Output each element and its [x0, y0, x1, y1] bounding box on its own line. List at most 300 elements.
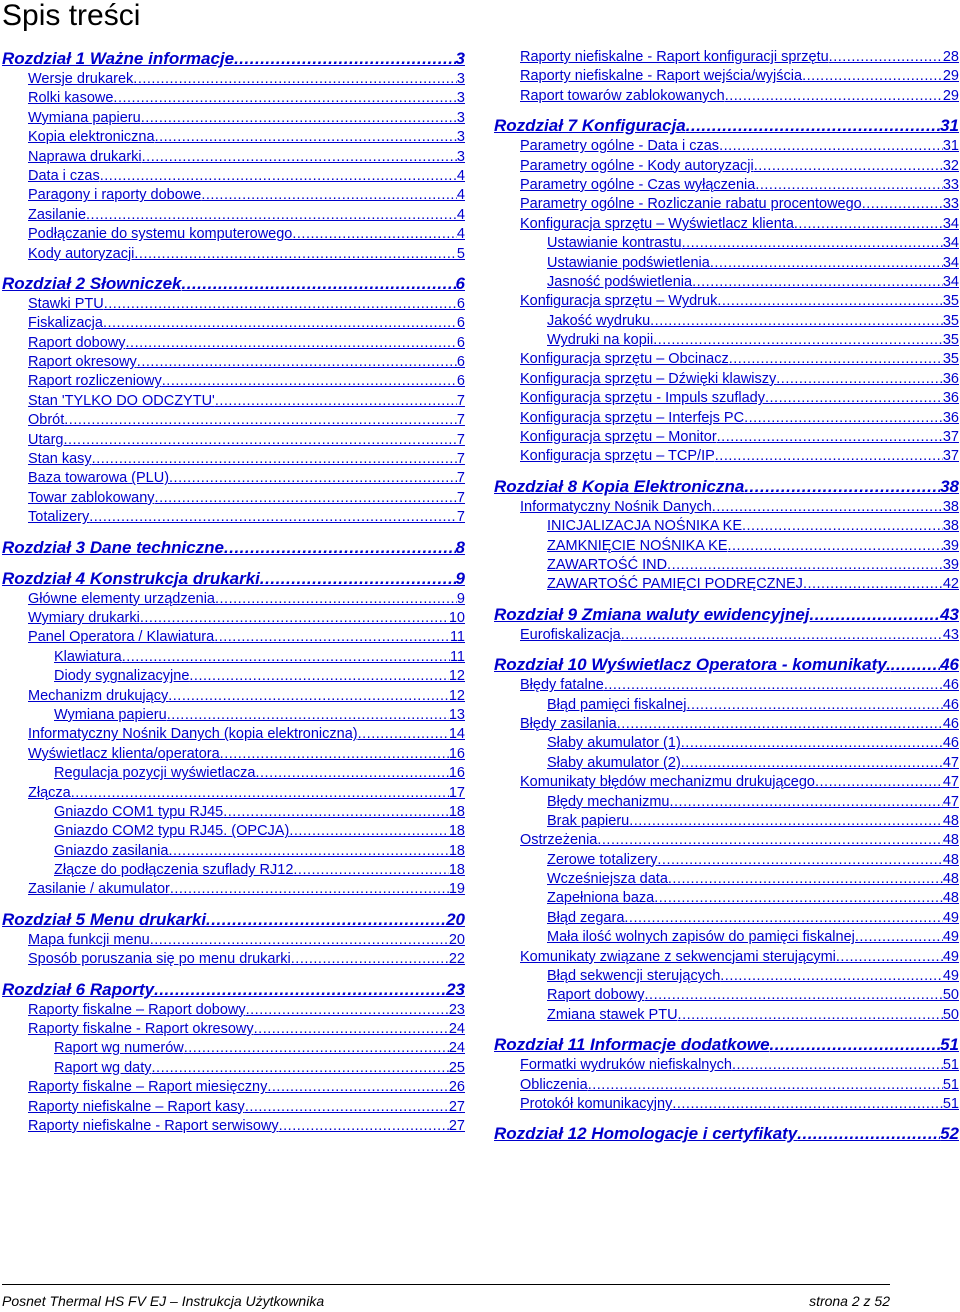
toc-entry-title: Ustawianie podświetlenia: [547, 254, 710, 271]
toc-entry-title: Komunikaty błędów mechanizmu drukującego: [520, 774, 815, 791]
toc-entry-title: Wcześniejsza data: [547, 871, 668, 888]
toc-chapter-link[interactable]: [2, 568, 465, 590]
toc-page-number: 51: [942, 1095, 959, 1112]
toc-entry-title: Parametry ogólne - Czas wyłączenia: [520, 176, 756, 193]
toc-section-link[interactable]: [2, 725, 465, 744]
toc-section-link[interactable]: [2, 880, 465, 899]
toc-chapter-link[interactable]: [2, 909, 465, 931]
toc-page-number: 17: [448, 784, 465, 801]
toc-section-link[interactable]: [2, 431, 465, 450]
toc-page-number: 46: [940, 655, 959, 675]
toc-section-link[interactable]: [2, 628, 465, 647]
toc-section-link[interactable]: [494, 1095, 959, 1114]
toc-dot-leader: [717, 428, 943, 447]
toc-section-link[interactable]: [2, 89, 465, 108]
toc-chapter-link[interactable]: [494, 115, 959, 137]
toc-section-link[interactable]: [494, 67, 959, 86]
toc-entry-title: ZAWARTOŚĆ PAMIĘCI PODRĘCZNEJ: [547, 576, 803, 593]
toc-entry-title: Konfiguracja sprzętu – TCP/IP: [520, 448, 715, 465]
toc-dot-leader: [686, 696, 942, 715]
toc-subsection-link[interactable]: [494, 312, 959, 331]
toc-section-link[interactable]: [2, 411, 465, 430]
toc-entry-title: INICJALIZACJA NOŚNIKA KE: [547, 518, 742, 535]
toc-section-link[interactable]: [2, 70, 465, 89]
toc-section-link[interactable]: [2, 372, 465, 391]
toc-section-link[interactable]: [494, 831, 959, 850]
toc-dot-leader: [292, 225, 457, 244]
toc-entry-title: Gniazdo COM1 typu RJ45: [54, 803, 224, 820]
toc-page-number: 18: [448, 862, 465, 879]
toc-page-number: 19: [448, 881, 465, 898]
toc-dot-leader: [653, 331, 943, 350]
toc-section-link[interactable]: [2, 1117, 465, 1136]
toc-subsection-link[interactable]: [494, 889, 959, 908]
toc-subsection-link[interactable]: [494, 870, 959, 889]
toc-subsection-link[interactable]: [2, 1039, 465, 1058]
toc-entry-title: Brak papieru: [547, 812, 630, 829]
toc-section-link[interactable]: [2, 314, 465, 333]
toc-entry-title: Raporty niefiskalne - Raport konfiguracji sprzętu: [520, 49, 829, 65]
toc-section-link[interactable]: [2, 931, 465, 950]
toc-dot-leader: [234, 48, 455, 70]
toc-entry-title: Wydruki na kopii: [547, 332, 654, 349]
toc-subsection-link[interactable]: [494, 517, 959, 536]
toc-page-number: 4: [456, 167, 465, 184]
toc-entry-title: Raporty fiskalne – Raport miesięczny: [28, 1079, 268, 1096]
toc-dot-leader: [624, 909, 942, 928]
toc-entry-title: Towar zablokowany: [28, 489, 155, 506]
toc-section-link[interactable]: [494, 1076, 959, 1095]
toc-chapter-link[interactable]: [494, 476, 959, 498]
toc-section-link[interactable]: [2, 687, 465, 706]
toc-section-link[interactable]: [2, 1020, 465, 1039]
toc-entry-title: Sposób poruszania się po menu drukarki: [28, 951, 291, 968]
toc-section-link[interactable]: [494, 137, 959, 156]
toc-page-number: 51: [940, 1035, 959, 1055]
toc-dot-leader: [104, 295, 457, 314]
toc-section-link[interactable]: [2, 128, 465, 147]
toc-subsection-link[interactable]: [2, 764, 465, 783]
toc-dot-leader: [729, 350, 943, 369]
toc-page-number: 27: [448, 1098, 465, 1115]
toc-page-number: 32: [942, 157, 959, 174]
toc-subsection-link[interactable]: [2, 667, 465, 686]
toc-section-link[interactable]: [494, 292, 959, 311]
toc-dot-leader: [141, 109, 457, 128]
toc-subsection-link[interactable]: [494, 1006, 959, 1025]
toc-dot-leader: [728, 537, 943, 556]
toc-entry-title: Fiskalizacja: [28, 315, 103, 332]
toc-section-link[interactable]: [2, 206, 465, 225]
toc-dot-leader: [189, 667, 448, 686]
toc-page-number: 35: [942, 332, 959, 349]
toc-entry-title: Rozdział 3 Dane techniczne: [2, 537, 224, 557]
toc-subsection-link[interactable]: [494, 273, 959, 292]
toc-page-number: 3: [456, 148, 465, 165]
toc-page-number: 37: [942, 429, 959, 446]
toc-entry-title: Konfiguracja sprzętu – Dźwięki klawiszy: [520, 370, 777, 387]
chapter-spacer: [494, 645, 959, 654]
toc-entry-title: Raport towarów zablokowanych: [520, 87, 725, 104]
toc-section-link[interactable]: [494, 409, 959, 428]
toc-entry-title: Słaby akumulator (1): [547, 735, 681, 752]
toc-entry-title: Raport okresowy: [28, 354, 137, 371]
toc-section-link[interactable]: [2, 148, 465, 167]
toc-dot-leader: [92, 450, 457, 469]
toc-section-link[interactable]: [494, 195, 959, 214]
toc-dot-leader: [862, 195, 943, 214]
toc-subsection-link[interactable]: [494, 986, 959, 1005]
toc-page-number: 37: [942, 448, 959, 465]
toc-section-link[interactable]: [2, 1078, 465, 1097]
toc-entry-title: Konfiguracja sprzętu – Wyświetlacz klienta: [520, 215, 794, 232]
toc-dot-leader: [245, 1098, 449, 1117]
toc-dot-leader: [289, 822, 449, 841]
toc-entry-title: Złącze do podłączenia szuflady RJ12: [54, 862, 294, 879]
toc-entry-title: Rozdział 7 Konfiguracja: [494, 116, 686, 136]
toc-entry-title: Słaby akumulator (2): [547, 754, 681, 771]
toc-subsection-link[interactable]: [494, 967, 959, 986]
toc-page-number: 39: [942, 556, 959, 573]
toc-section-link[interactable]: [2, 167, 465, 186]
toc-page-number: 11: [449, 629, 465, 646]
toc-chapter-link[interactable]: [494, 1123, 959, 1145]
toc-entry-title: Obliczenia: [520, 1076, 588, 1093]
toc-page-number: 23: [448, 1001, 465, 1018]
toc-section-link[interactable]: [2, 590, 465, 609]
toc-page-number: 48: [942, 812, 959, 829]
toc-entry-title: Naprawa drukarki: [28, 148, 142, 165]
toc-page-number: 38: [940, 476, 959, 496]
toc-chapter-link[interactable]: [2, 273, 465, 295]
toc-section-link[interactable]: [2, 353, 465, 372]
toc-section-link[interactable]: [2, 784, 465, 803]
toc-section-link[interactable]: [2, 609, 465, 628]
toc-entry-title: Totalizery: [28, 509, 90, 526]
toc-dot-leader: [681, 754, 943, 773]
toc-chapter-link[interactable]: [2, 48, 465, 70]
toc-entry-title: Informatyczny Nośnik Danych (kopia elektroniczna): [28, 726, 358, 743]
toc-entry-title: Kody autoryzacji: [28, 245, 135, 262]
toc-subsection-link[interactable]: [2, 706, 465, 725]
toc-page-number: 25: [448, 1059, 465, 1076]
toc-page-number: 49: [942, 929, 959, 946]
toc-entry-title: Wymiana papieru: [54, 706, 167, 723]
toc-page-number: 39: [942, 537, 959, 554]
toc-entry-title: Zasilanie: [28, 206, 87, 223]
toc-entry-title: Konfiguracja sprzętu – Interfejs PC: [520, 409, 745, 426]
toc-entry-title: Mała ilość wolnych zapisów do pamięci fiskalnej: [547, 929, 855, 946]
toc-page-number: 16: [448, 745, 465, 762]
toc-dot-leader: [260, 568, 456, 590]
toc-page-number: 24: [448, 1040, 465, 1057]
toc-dot-leader: [654, 889, 943, 908]
toc-page-number: 28: [942, 49, 959, 65]
toc-page-number: 47: [942, 774, 959, 791]
toc-dot-leader: [167, 706, 449, 725]
toc-chapter-link[interactable]: [2, 537, 465, 559]
toc-subsection-link[interactable]: [494, 556, 959, 575]
toc-entry-title: Parametry ogólne - Data i czas: [520, 138, 720, 155]
toc-section-link[interactable]: [494, 87, 959, 106]
toc-section-link[interactable]: [2, 186, 465, 205]
toc-subsection-link[interactable]: [2, 842, 465, 861]
toc-entry-title: Baza towarowa (PLU): [28, 470, 170, 487]
toc-subsection-link[interactable]: [2, 803, 465, 822]
toc-page-number: 4: [456, 206, 465, 223]
toc-entry-title: Mechanizm drukujący: [28, 687, 169, 704]
toc-page-number: 22: [448, 951, 465, 968]
toc-subsection-link[interactable]: [494, 234, 959, 253]
toc-subsection-link[interactable]: [494, 254, 959, 273]
toc-entry-title: Raport wg daty: [54, 1059, 152, 1076]
toc-page-number: 38: [942, 498, 959, 515]
toc-page-number: 8: [455, 537, 465, 557]
toc-page-number: 3: [456, 71, 465, 87]
toc-entry-title: Diody sygnalizacyjne: [54, 668, 190, 685]
toc-left-column: [2, 48, 465, 1136]
toc-section-link[interactable]: [2, 745, 465, 764]
toc-dot-leader: [155, 489, 457, 508]
toc-section-link[interactable]: [2, 450, 465, 469]
toc-entry-title: Protokół komunikacyjny: [520, 1095, 673, 1112]
toc-page-number: 49: [942, 909, 959, 926]
toc-page-number: 6: [455, 273, 465, 293]
toc-section-link[interactable]: [2, 392, 465, 411]
toc-page-number: 36: [942, 409, 959, 426]
toc-dot-leader: [645, 986, 943, 1005]
toc-section-link[interactable]: [2, 469, 465, 488]
toc-page-number: 46: [942, 696, 959, 713]
toc-section-link[interactable]: [494, 428, 959, 447]
chapter-spacer: [494, 1114, 959, 1123]
toc-page-number: 33: [942, 196, 959, 213]
toc-section-link[interactable]: [494, 715, 959, 734]
toc-dot-leader: [667, 556, 943, 575]
toc-page-number: 51: [942, 1057, 959, 1074]
toc-page-number: 20: [446, 909, 465, 929]
toc-entry-title: Kopia elektroniczna: [28, 129, 155, 146]
toc-entry-title: Podłączanie do systemu komputerowego: [28, 226, 293, 243]
toc-dot-leader: [617, 715, 943, 734]
toc-page-number: 50: [942, 1006, 959, 1023]
toc-chapter-link[interactable]: [494, 654, 959, 676]
toc-dot-leader: [168, 687, 449, 706]
toc-dot-leader: [720, 967, 943, 986]
toc-dot-leader: [776, 370, 943, 389]
toc-entry-title: Gniazdo COM2 typu RJ45. (OPCJA): [54, 823, 290, 840]
toc-entry-title: Raport wg numerów: [54, 1040, 184, 1057]
toc-chapter-link[interactable]: [494, 604, 959, 626]
toc-entry-title: Panel Operatora / Klawiatura: [28, 629, 215, 646]
toc-page-number: 24: [448, 1021, 465, 1038]
toc-entry-title: Rozdział 9 Zmiana waluty ewidencyjnej: [494, 604, 810, 624]
toc-entry-title: Rozdział 6 Raporty: [2, 979, 155, 999]
toc-dot-leader: [797, 1123, 940, 1145]
toc-entry-title: Zerowe totalizery: [547, 851, 658, 868]
toc-section-link[interactable]: [2, 508, 465, 527]
toc-page-number: 46: [942, 735, 959, 752]
toc-section-link[interactable]: [494, 773, 959, 792]
toc-dot-leader: [682, 234, 943, 253]
toc-entry-title: Raporty fiskalne - Raport okresowy: [28, 1021, 254, 1038]
toc-dot-leader: [621, 626, 943, 645]
toc-section-link[interactable]: [494, 676, 959, 695]
toc-page-number: 4: [456, 226, 465, 243]
toc-dot-leader: [206, 909, 446, 931]
footer-page-number: strona 2 z 52: [809, 1293, 890, 1309]
toc-dot-leader: [668, 870, 943, 889]
toc-subsection-link[interactable]: [494, 537, 959, 556]
toc-entry-title: Stawki PTU: [28, 295, 104, 312]
toc-page-number: 48: [942, 851, 959, 868]
toc-dot-leader: [657, 851, 942, 870]
toc-entry-title: Konfiguracja sprzętu – Monitor: [520, 429, 717, 446]
toc-page-number: 7: [456, 392, 465, 409]
toc-section-link[interactable]: [2, 1098, 465, 1117]
toc-page-number: 7: [456, 470, 465, 487]
toc-dot-leader: [133, 70, 457, 89]
toc-page-number: 7: [456, 509, 465, 526]
toc-dot-leader: [122, 648, 450, 667]
toc-entry-title: Ostrzeżenia: [520, 832, 598, 849]
toc-dot-leader: [732, 1056, 943, 1075]
toc-section-link[interactable]: [2, 225, 465, 244]
toc-section-link[interactable]: [494, 626, 959, 645]
toc-section-link[interactable]: [494, 948, 959, 967]
toc-dot-leader: [742, 517, 943, 536]
toc-dot-leader: [717, 292, 943, 311]
toc-page-number: 3: [456, 129, 465, 146]
toc-entry-title: Raport dobowy: [28, 334, 126, 351]
toc-page-number: 6: [456, 295, 465, 312]
toc-page-number: 52: [940, 1124, 959, 1144]
toc-section-link[interactable]: [494, 176, 959, 195]
toc-subsection-link[interactable]: [494, 734, 959, 753]
toc-entry-title: Gniazdo zasilania: [54, 842, 169, 859]
toc-entry-title: Stan 'TYLKO DO ODCZYTU': [28, 392, 215, 409]
toc-section-link[interactable]: [494, 498, 959, 517]
toc-chapter-link[interactable]: [494, 1034, 959, 1056]
toc-entry-title: Rozdział 4 Konstrukcja drukarki: [2, 568, 260, 588]
toc-subsection-link[interactable]: [494, 928, 959, 947]
toc-section-link[interactable]: [2, 334, 465, 353]
toc-page-number: 3: [455, 49, 465, 68]
toc-entry-title: Rozdział 11 Informacje dodatkowe: [494, 1035, 770, 1055]
toc-entry-title: Zasilanie / akumulator: [28, 881, 170, 898]
toc-section-link[interactable]: [2, 950, 465, 969]
toc-section-link[interactable]: [494, 215, 959, 234]
toc-page-number: 20: [448, 931, 465, 948]
toc-subsection-link[interactable]: [494, 331, 959, 350]
toc-dot-leader: [201, 186, 457, 205]
toc-dot-leader: [254, 1020, 449, 1039]
toc-entry-title: Rozdział 5 Menu drukarki: [2, 909, 207, 929]
toc-entry-title: Parametry ogólne - Kody autoryzacji: [520, 157, 754, 174]
toc-subsection-link[interactable]: [494, 754, 959, 773]
toc-section-link[interactable]: [494, 48, 959, 67]
toc-section-link[interactable]: [2, 109, 465, 128]
toc-section-link[interactable]: [494, 447, 959, 466]
toc-entry-title: Data i czas: [28, 167, 100, 184]
toc-page-number: 7: [456, 431, 465, 448]
toc-page-number: 47: [942, 754, 959, 771]
footer-document-title: Posnet Thermal HS FV EJ – Instrukcja Użytkownika: [2, 1293, 325, 1309]
toc-entry-title: Wyświetlacz klienta/operatora: [28, 745, 220, 762]
toc-entry-title: ZAMKNIĘCIE NOŚNIKA KE: [547, 537, 728, 554]
toc-subsection-link[interactable]: [2, 648, 465, 667]
page-title: Spis treści: [2, 0, 141, 32]
toc-dot-leader: [279, 1117, 449, 1136]
toc-page-number: 7: [456, 412, 465, 429]
toc-subsection-link[interactable]: [494, 909, 959, 928]
toc-dot-leader: [100, 167, 457, 186]
toc-dot-leader: [836, 948, 943, 967]
page-footer: [2, 1284, 890, 1309]
toc-section-link[interactable]: [494, 350, 959, 369]
toc-section-link[interactable]: [2, 245, 465, 264]
toc-dot-leader: [64, 411, 457, 430]
toc-page-number: 49: [942, 968, 959, 985]
toc-entry-title: Raporty niefiskalne - Raport serwisowy: [28, 1117, 279, 1134]
toc-section-link[interactable]: [494, 157, 959, 176]
toc-subsection-link[interactable]: [494, 851, 959, 870]
toc-section-link[interactable]: [494, 370, 959, 389]
toc-chapter-link[interactable]: [2, 979, 465, 1001]
toc-section-link[interactable]: [2, 1001, 465, 1020]
toc-dot-leader: [89, 508, 457, 527]
toc-page-number: 5: [456, 245, 465, 262]
toc-dot-leader: [678, 1006, 943, 1025]
toc-dot-leader: [103, 314, 457, 333]
toc-dot-leader: [267, 1078, 449, 1097]
toc-page-number: 4: [456, 187, 465, 204]
toc-dot-leader: [588, 1076, 943, 1095]
toc-page-number: 29: [942, 87, 959, 104]
toc-entry-title: Klawiatura: [54, 648, 122, 665]
toc-dot-leader: [152, 1059, 449, 1078]
toc-dot-leader: [712, 498, 943, 517]
toc-dot-leader: [169, 469, 457, 488]
toc-section-link[interactable]: [494, 389, 959, 408]
toc-dot-leader: [358, 725, 449, 744]
toc-entry-title: Rozdział 1 Ważne informacje: [2, 49, 235, 68]
toc-subsection-link[interactable]: [494, 575, 959, 594]
toc-page-number: 31: [942, 138, 959, 155]
toc-entry-title: Wymiana papieru: [28, 109, 141, 126]
toc-subsection-link[interactable]: [494, 793, 959, 812]
toc-subsection-link[interactable]: [2, 1059, 465, 1078]
toc-section-link[interactable]: [494, 1056, 959, 1075]
chapter-spacer: [2, 900, 465, 909]
toc-page-number: 36: [942, 390, 959, 407]
toc-page-number: 48: [942, 890, 959, 907]
toc-section-link[interactable]: [2, 489, 465, 508]
toc-subsection-link[interactable]: [494, 812, 959, 831]
toc-subsection-link[interactable]: [2, 822, 465, 841]
toc-subsection-link[interactable]: [494, 696, 959, 715]
toc-section-link[interactable]: [2, 295, 465, 314]
toc-entry-title: Regulacja pozycji wyświetlacza: [54, 765, 256, 782]
toc-dot-leader: [184, 1039, 449, 1058]
toc-dot-leader: [794, 215, 943, 234]
toc-entry-title: Rozdział 2 Słowniczek: [2, 273, 182, 293]
toc-page-number: 12: [448, 687, 465, 704]
toc-entry-title: Zapełniona baza: [547, 890, 655, 907]
toc-dot-leader: [604, 676, 943, 695]
toc-subsection-link[interactable]: [2, 861, 465, 880]
toc-dot-leader: [810, 604, 941, 626]
